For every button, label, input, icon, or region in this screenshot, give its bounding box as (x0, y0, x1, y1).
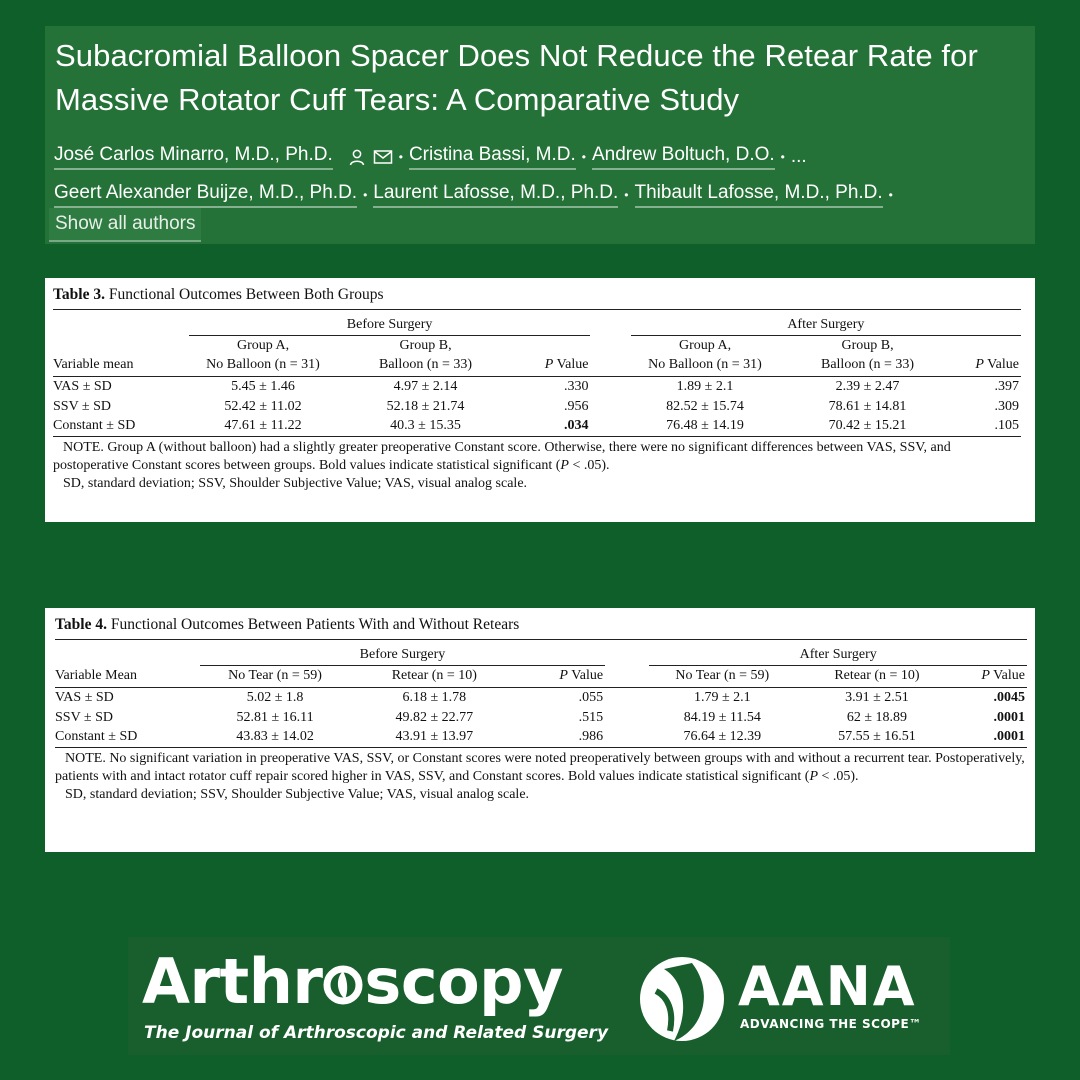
column-header: Retear (n = 10) (350, 666, 518, 688)
table-cell: 2.39 ± 2.47 (835, 379, 900, 395)
table-cell: .397 (994, 379, 1019, 395)
table-row (53, 416, 1021, 436)
table-footnote (53, 439, 1021, 493)
table-cell: 47.61 ± 11.22 (189, 416, 338, 436)
author-separator: • (363, 188, 368, 202)
column-header: Group B, Balloon (n = 33) (337, 336, 513, 377)
footnote-note: NOTE. Group A (without balloon) had a slightly greater preoperative Constant score. Otherwise, there were no significant differences between VAS, SSV, and postoperative Constant scores between groups. Bold values indicate statistical significant (P < .05). (53, 439, 951, 473)
table-cell: Constant ± SD (55, 727, 200, 747)
more-authors-ellipsis: ... (790, 146, 807, 167)
table-3-card (45, 278, 1035, 522)
aana-tagline: ADVANCING THE SCOPE™ (740, 1017, 922, 1031)
journal-subtitle: The Journal of Arthroscopic and Related Surgery (144, 1023, 609, 1043)
column-header: Variable Mean (55, 666, 200, 688)
author-link[interactable]: Cristina Bassi, M.D. (409, 144, 576, 170)
table-cell: VAS ± SD (53, 379, 112, 395)
author-separator: • (398, 150, 403, 164)
table-cell: VAS ± SD (55, 690, 114, 706)
table-cell: SSV ± SD (55, 709, 114, 725)
table-row (55, 688, 1027, 708)
table-cell: 52.81 ± 16.11 (236, 709, 314, 725)
results-table (55, 640, 1027, 748)
author-line-1 (54, 138, 1024, 176)
results-table (53, 310, 1021, 437)
table-caption (55, 614, 1027, 640)
table-cell: 4.97 ± 2.14 (393, 379, 458, 395)
table-cell: .034 (514, 416, 591, 436)
column-header: Group A, No Balloon (n = 31) (631, 336, 780, 377)
author-link[interactable]: José Carlos Minarro, M.D., Ph.D. (54, 144, 333, 170)
table-cell: .330 (563, 379, 589, 395)
table-row (53, 397, 1021, 417)
table-cell: 78.61 ± 14.81 (828, 398, 907, 414)
arthroscopy-logo: Arthr scopy (142, 945, 563, 1018)
table-cell: 43.91 ± 13.97 (350, 727, 518, 747)
table-cell: 5.45 ± 1.46 (231, 379, 295, 395)
author-link[interactable]: Laurent Lafosse, M.D., Ph.D. (373, 182, 618, 208)
table-cell: Constant ± SD (53, 416, 189, 436)
table-row (55, 708, 1027, 728)
table-label: Table 3. (53, 286, 105, 303)
table-cell: 76.48 ± 14.19 (631, 416, 780, 436)
table-cell: 1.79 ± 2.1 (693, 690, 751, 706)
table-cell: 49.82 ± 22.77 (395, 709, 474, 725)
table-cell: .0045 (993, 690, 1025, 706)
column-header: Group A, No Balloon (n = 31) (189, 336, 338, 377)
table-cell: 6.18 ± 1.78 (402, 690, 467, 706)
table-cell: 43.83 ± 14.02 (200, 727, 350, 747)
article-header (45, 26, 1035, 244)
table-title: Functional Outcomes Between Patients With and Without Retears (110, 616, 520, 633)
table-cell: .309 (994, 398, 1019, 414)
table-cell: 40.3 ± 15.35 (337, 416, 513, 436)
mail-icon[interactable] (373, 148, 393, 166)
group-header-before: Before Surgery (200, 647, 605, 666)
table-cell: 52.42 ± 11.02 (224, 398, 302, 414)
column-header: No Tear (n = 59) (649, 666, 795, 688)
author-link[interactable]: Andrew Boltuch, D.O. (592, 144, 775, 170)
table-cell: 3.91 ± 2.51 (845, 690, 909, 706)
table-row (53, 377, 1021, 397)
table-cell: 57.55 ± 16.51 (795, 727, 959, 747)
column-header: Variable mean (53, 336, 189, 377)
table-cell: 82.52 ± 15.74 (666, 398, 744, 414)
logo-o-icon (323, 959, 363, 1005)
table-cell: 84.19 ± 11.54 (683, 709, 761, 725)
column-header: P Value (514, 336, 591, 377)
column-header: No Tear (n = 59) (200, 666, 350, 688)
author-separator: • (581, 150, 586, 164)
table-cell: .515 (578, 709, 604, 725)
column-header: P Value (956, 336, 1021, 377)
table-4-card (45, 608, 1035, 852)
footnote-note: NOTE. No significant variation in preoperative VAS, SSV, or Constant scores were noted preoperatively between groups with and without a recurrent tear. Postoperatively, patients with and intact rotator cuff repair scored higher in VAS, SSV, and Constant scores. Bold values indicate statistical significant (P < .05). (55, 750, 1025, 784)
author-list (54, 138, 1024, 214)
table-cell: 62 ± 18.89 (846, 709, 908, 725)
table-label: Table 4. (55, 616, 107, 633)
table-title: Functional Outcomes Between Both Groups (108, 286, 384, 303)
table-cell: 5.02 ± 1.8 (246, 690, 304, 706)
table-cell: 76.64 ± 12.39 (649, 727, 795, 747)
column-header: Group B, Balloon (n = 33) (779, 336, 955, 377)
table-cell: 1.89 ± 2.1 (676, 379, 734, 395)
author-link[interactable]: Thibault Lafosse, M.D., Ph.D. (635, 182, 883, 208)
footnote-abbreviations: SD, standard deviation; SSV, Shoulder Subjective Value; VAS, visual analog scale. (65, 786, 530, 802)
table-footnote (55, 750, 1027, 804)
person-icon[interactable] (347, 148, 367, 166)
table-caption (53, 284, 1021, 310)
author-link[interactable]: Geert Alexander Buijze, M.D., Ph.D. (54, 182, 357, 208)
group-header-before: Before Surgery (189, 317, 591, 336)
journal-logo-banner (128, 937, 950, 1055)
article-title: Subacromial Balloon Spacer Does Not Reduce the Retear Rate for Massive Rotator Cuff Tears: A Comparative Study (55, 38, 978, 117)
author-separator: • (780, 150, 785, 164)
table-cell: .956 (563, 398, 589, 414)
table-cell: .055 (578, 690, 604, 706)
author-separator: • (624, 188, 629, 202)
table-cell: .986 (518, 727, 605, 747)
author-separator: • (888, 188, 893, 202)
table-row (55, 727, 1027, 747)
aana-logo-text: AANA (738, 955, 917, 1018)
footnote-abbreviations: SD, standard deviation; SSV, Shoulder Subjective Value; VAS, visual analog scale. (63, 475, 528, 491)
table-cell: 52.18 ± 21.74 (386, 398, 465, 414)
table-cell: SSV ± SD (53, 398, 112, 414)
column-header: Retear (n = 10) (795, 666, 959, 688)
column-header: P Value (959, 666, 1027, 688)
show-all-authors-button[interactable]: Show all authors (49, 208, 201, 242)
table-cell: .0001 (993, 709, 1025, 725)
table-cell: .0001 (959, 727, 1027, 747)
aana-emblem-icon (634, 951, 734, 1047)
group-header-after: After Surgery (649, 647, 1027, 666)
table-cell: 70.42 ± 15.21 (779, 416, 955, 436)
column-header: P Value (518, 666, 605, 688)
group-header-after: After Surgery (631, 317, 1021, 336)
table-cell: .105 (956, 416, 1021, 436)
